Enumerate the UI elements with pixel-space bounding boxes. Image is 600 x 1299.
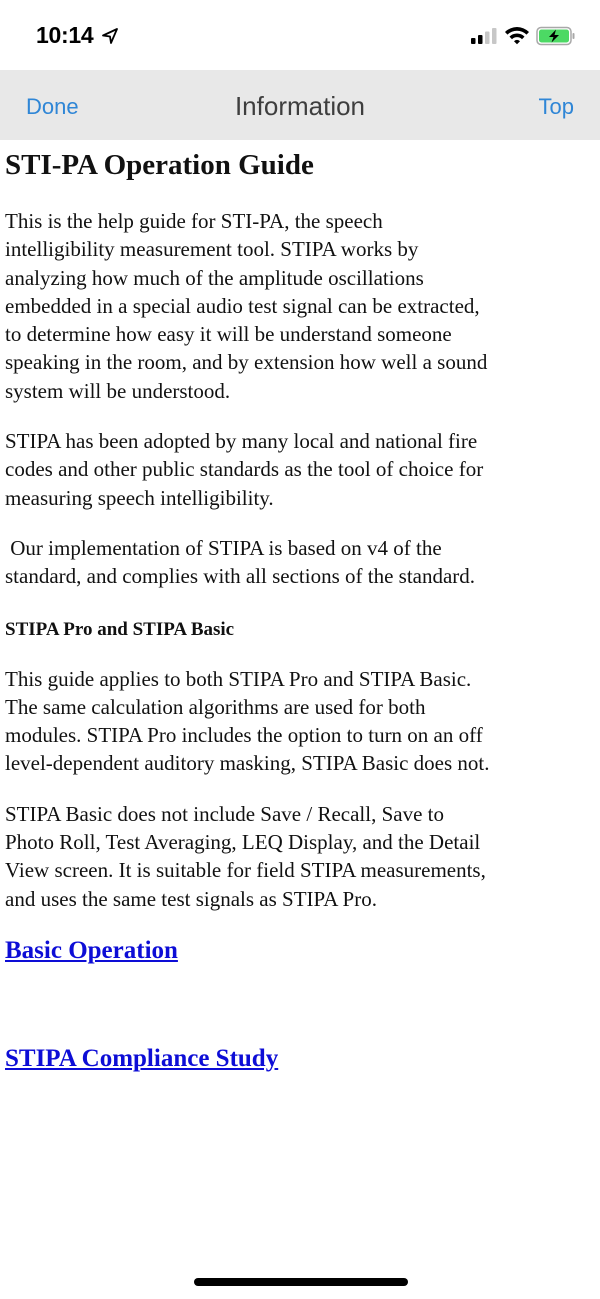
compliance-study-link[interactable]: STIPA Compliance Study [5, 1044, 279, 1072]
basic-limitations-paragraph: STIPA Basic does not include Save / Recall, Save to Photo Roll, Test Averaging, LEQ Display, and the Detail View screen. It is suitable for field STIPA measurements, and uses the same test signals as STIPA Pro. [5, 801, 486, 911]
page-title: Information [234, 91, 366, 121]
section-heading-pro-basic: STIPA Pro and STIPA Basic [5, 618, 235, 640]
pro-basic-paragraph: This guide applies to both STIPA Pro and STIPA Basic. The same calculation algorithms are used for both modules. STIPA Pro includes the option to turn on an off level-dependent auditory masking, STIPA Basic does not. [5, 666, 490, 776]
cellular-signal-icon [470, 27, 498, 45]
intro-paragraph: This is the help guide for STI-PA, the speech intelligibility measurement tool. STIPA works by analyzing how much of the amplitude oscillations embedded in a special audio test signal can be extracted, to determine how easy it will be understand someone speaking in the room, and by extension how well a sound system will be understood. [5, 209, 488, 403]
guide-title: STI-PA Operation Guide [5, 149, 314, 181]
home-indicator[interactable] [194, 1278, 408, 1286]
adoption-paragraph: STIPA has been adopted by many local and national fire codes and other public standards as the tool of choice for measuring speech intelligibility. [5, 429, 484, 510]
location-arrow-icon [101, 27, 119, 45]
status-bar [0, 0, 600, 70]
status-time: 10:14 [36, 22, 94, 48]
battery-charging-icon [536, 26, 576, 46]
wifi-icon [504, 25, 530, 45]
done-button[interactable]: Done [26, 94, 79, 119]
basic-operation-link[interactable]: Basic Operation [5, 936, 178, 964]
top-button[interactable]: Top [538, 94, 574, 119]
implementation-paragraph: Our implementation of STIPA is based on v4 of the standard, and complies with all sections of the standard. [5, 535, 476, 589]
help-content[interactable] [5, 140, 495, 1075]
navigation-bar [0, 70, 600, 140]
